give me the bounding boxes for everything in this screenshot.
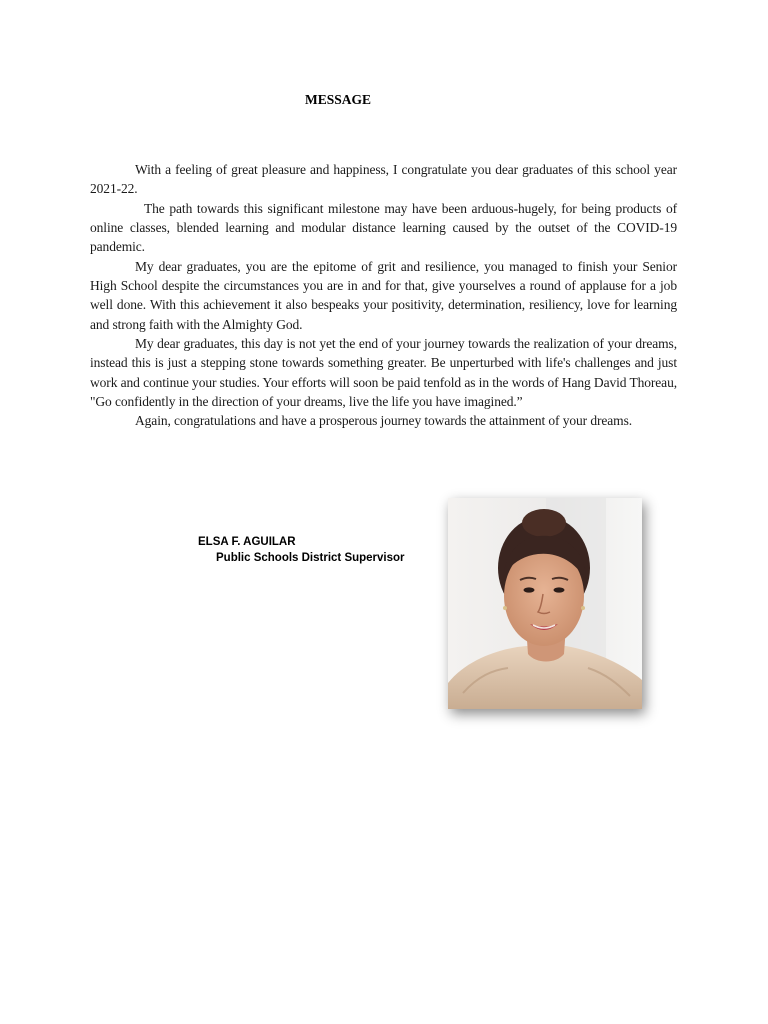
page-title: MESSAGE — [304, 92, 372, 107]
signatory-position: Public Schools District Supervisor — [216, 552, 405, 564]
portrait-photo — [448, 498, 642, 709]
message-paragraph: Again, congratulations and have a prosperous journey towards the attainment of your dreams. — [135, 413, 633, 429]
message-paragraph: With a feeling of great pleasure and happiness, I congratulate you dear graduates of this school year 2021-22. — [90, 162, 677, 197]
signatory-name: ELSA F. AGUILAR — [198, 536, 296, 548]
message-paragraph: My dear graduates, this day is not yet the end of your journey towards the realization of your dreams, instead this is just a stepping stone towards something greater. Be unperturbed with life's challenges and just work and continue your studies. Your efforts will soon be paid tenfold as in the words of Hang David Thoreau, "Go confidently in the direction of your dreams, live the life you have imagined.” — [90, 336, 678, 410]
signature-block — [198, 536, 405, 564]
message-paragraph: The path towards this significant milestone may have been arduous-hugely, for being products of online classes, blended learning and modular distance learning caused by the outset of the COVID-19 pandemic. — [90, 200, 677, 255]
message-paragraph: My dear graduates, you are the epitome of grit and resilience, you managed to finish your Senior High School despite the circumstances you are in and for that, give yourselves a round of applause for a job well done. With this achievement it also bespeaks your positivity, determination, resiliency, love for learning and strong faith with the Almighty God. — [90, 258, 677, 332]
message-body — [90, 160, 677, 431]
portrait-photo-icon — [448, 498, 642, 709]
